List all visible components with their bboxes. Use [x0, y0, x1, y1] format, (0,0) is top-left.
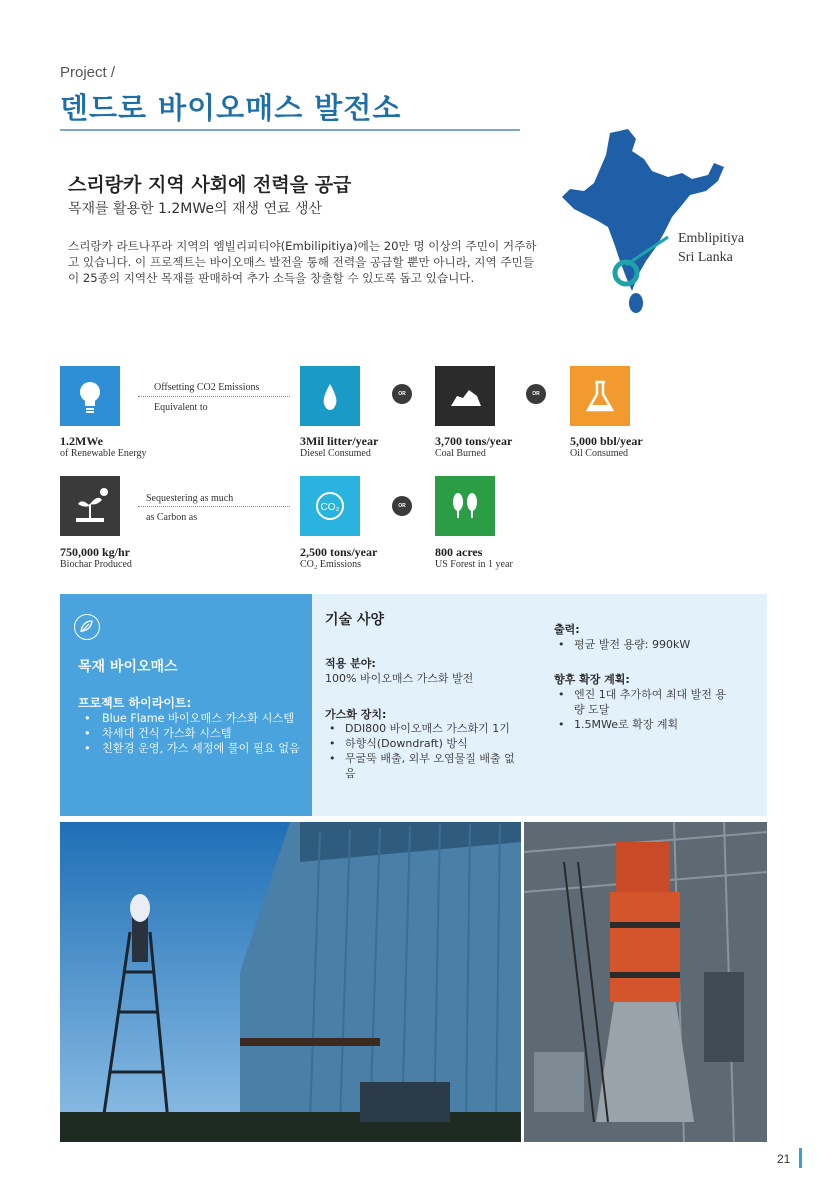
list-item: • 차세대 건식 가스화 시스템 [78, 726, 306, 741]
list-item: • 친환경 운영, 가스 세정에 물이 필요 없음 [78, 741, 306, 756]
intro-heading: 스리랑카 지역 사회에 전력을 공급 [68, 174, 352, 196]
plant-icon [60, 476, 120, 536]
stat-value-diesel: 3Mil litter/year [300, 434, 379, 448]
sequester-connector-line [138, 506, 290, 507]
highlights-subheading: 프로젝트 하이라이트: [78, 696, 192, 710]
sequester-label-line1: Sequestering as much [146, 493, 234, 504]
list-item: • 평균 발전 용량: 990kW [554, 637, 754, 652]
oil-tile [570, 366, 630, 426]
highlights-heading: 목재 바이오매스 [78, 659, 178, 675]
biochar-tile [60, 476, 120, 536]
output-list [554, 637, 754, 652]
gasifier-list [325, 721, 525, 781]
stat-value-renewable: 1.2MWe [60, 434, 103, 448]
page-number: 21 [777, 1152, 791, 1166]
india-sri-lanka-map [540, 125, 770, 325]
drop-icon [300, 366, 360, 426]
list-item: • 하향식(Downdraft) 방식 [325, 736, 525, 751]
title-divider [60, 129, 520, 131]
map-location-line2: Sri Lanka [678, 250, 733, 265]
or-badge: OR [392, 384, 412, 404]
map-graphic [540, 125, 770, 325]
highlights-list [78, 711, 306, 756]
gasifier-photo [524, 822, 767, 1142]
co2-icon [300, 476, 360, 536]
page-title: 덴드로 바이오매스 발전소 [60, 91, 402, 125]
stat-value-coal: 3,700 tons/year [435, 434, 513, 448]
expansion-list [554, 687, 734, 732]
stat-label-forest: US Forest in 1 year [435, 559, 513, 570]
stat-label-renewable: of Renewable Energy [60, 448, 147, 459]
map-location-line1: Emblipitiya [678, 231, 745, 246]
stat-label-co2: CO₂ Emissions [300, 559, 361, 570]
trees-icon [435, 476, 495, 536]
list-item: • Blue Flame 바이오매스 가스화 시스템 [78, 711, 306, 726]
list-item: • 무굴뚝 배출, 외부 오염물질 배출 없음 [325, 751, 525, 781]
intro-body: 스리랑카 라트나푸라 지역의 엠빌리피티야(Embilipitiya)에는 20만 명 이상의 주민이 거주하고 있습니다. 이 프로젝트는 바이오매스 발전을 통해 전력을 공급할 뿐만 아니라, 지역 주민들이 25종의 지역산 목재를 판매하여 추가 소득을 창출할 수 있도록 돕고 있습니다. [68, 239, 537, 285]
forest-tile [435, 476, 495, 536]
stat-value-biochar: 750,000 kg/hr [60, 545, 131, 559]
expansion-label: 향후 확장 계획: [554, 673, 630, 686]
output-label: 출력: [554, 623, 580, 636]
biomass-leaf-icon [74, 614, 100, 640]
stat-label-diesel: Diesel Consumed [300, 448, 371, 459]
list-item: • 1.5MWe로 확장 계획 [554, 717, 734, 732]
lightbulb-icon [60, 366, 120, 426]
application-label: 적용 분야: [325, 657, 376, 670]
stat-label-biochar: Biochar Produced [60, 559, 132, 570]
flask-icon [570, 366, 630, 426]
plant-exterior-photo [60, 822, 521, 1142]
diesel-tile [300, 366, 360, 426]
stat-value-co2: 2,500 tons/year [300, 545, 378, 559]
offset-label-line2: Equivalent to [154, 402, 208, 413]
stat-label-coal: Coal Burned [435, 448, 486, 459]
co2-tile [300, 476, 360, 536]
sequester-label-line2: as Carbon as [146, 512, 198, 523]
or-badge: OR [392, 496, 412, 516]
renewable-energy-tile [60, 366, 120, 426]
coal-tile [435, 366, 495, 426]
coal-icon [435, 366, 495, 426]
section-eyebrow: Project / [60, 64, 116, 81]
specs-title: 기술 사양 [325, 612, 384, 628]
sri-lanka-shape [629, 293, 643, 313]
list-item: • DDI800 바이오매스 가스화기 1기 [325, 721, 525, 736]
svg-text:CO₂: CO₂ [320, 502, 340, 513]
gasifier-label: 가스화 장치: [325, 708, 387, 721]
stat-value-oil: 5,000 bbl/year [570, 434, 643, 448]
stat-value-forest: 800 acres [435, 545, 483, 559]
application-value: 100% 바이오매스 가스화 발전 [325, 672, 474, 685]
stat-label-oil: Oil Consumed [570, 448, 629, 459]
offset-label-line1: Offsetting CO2 Emissions [154, 382, 260, 393]
or-badge: OR [526, 384, 546, 404]
india-shape [562, 129, 724, 291]
list-item: • 엔진 1대 추가하여 최대 발전 용량 도달 [554, 687, 734, 717]
highlights-panel [60, 594, 312, 816]
page-number-accent [799, 1148, 802, 1168]
offset-connector-line [138, 396, 290, 397]
intro-subheading: 목재를 활용한 1.2MWe의 재생 연료 생산 [68, 201, 323, 217]
